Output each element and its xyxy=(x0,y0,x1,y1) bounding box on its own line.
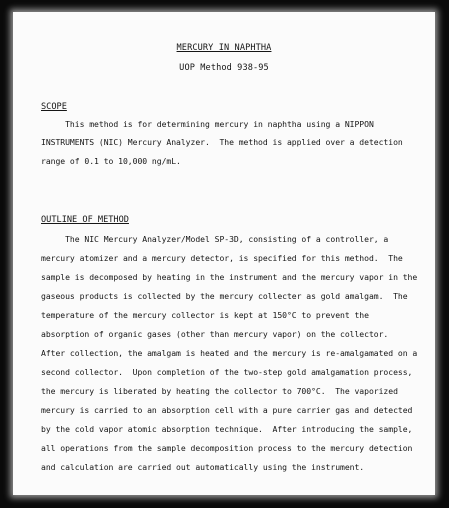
outline-line: After collection, the amalgam is heated and the mercury is re-amalgamated on a xyxy=(41,348,418,358)
scope-line: INSTRUMENTS (NIC) Mercury Analyzer. The method is applied over a detection xyxy=(41,137,403,147)
outline-heading: OUTLINE OF METHOD xyxy=(41,215,129,225)
scope-line: range of 0.1 to 10,000 ng/mL. xyxy=(41,156,181,166)
document-page xyxy=(13,12,435,495)
outline-line: second collector. Upon completion of the two-step gold amalgamation process, xyxy=(41,367,413,377)
method-number: UOP Method 938-95 xyxy=(179,63,269,73)
outline-line: absorption of organic gases (other than mercury vapor) on the collector. xyxy=(41,329,389,339)
outline-line: The NIC Mercury Analyzer/Model SP-3D, consisting of a controller, a xyxy=(41,234,389,244)
outline-line: sample is decomposed by heating in the instrument and the mercury vapor in the xyxy=(41,272,418,282)
outline-line: and calculation are carried out automatically using the instrument. xyxy=(41,462,365,472)
scope-line: This method is for determining mercury in naphtha using a NIPPON xyxy=(41,119,374,129)
outline-line: mercury atomizer and a mercury detector, is specified for this method. The xyxy=(41,253,403,263)
document-title: MERCURY IN NAPHTHA xyxy=(176,43,272,53)
outline-line: mercury is carried to an absorption cell with a pure carrier gas and detected xyxy=(41,405,413,415)
outline-line: all operations from the sample decomposition process to the mercury detection xyxy=(41,443,413,453)
outline-line: by the cold vapor atomic absorption technique. After introducing the sample, xyxy=(41,424,413,434)
outline-line: temperature of the mercury collector is kept at 150°C to prevent the xyxy=(41,310,369,320)
outline-line: the mercury is liberated by heating the collector to 700°C. The vaporized xyxy=(41,386,398,396)
scope-heading: SCOPE xyxy=(41,102,67,112)
outline-line: gaseous products is collected by the mercury collecter as gold amalgam. The xyxy=(41,291,408,301)
